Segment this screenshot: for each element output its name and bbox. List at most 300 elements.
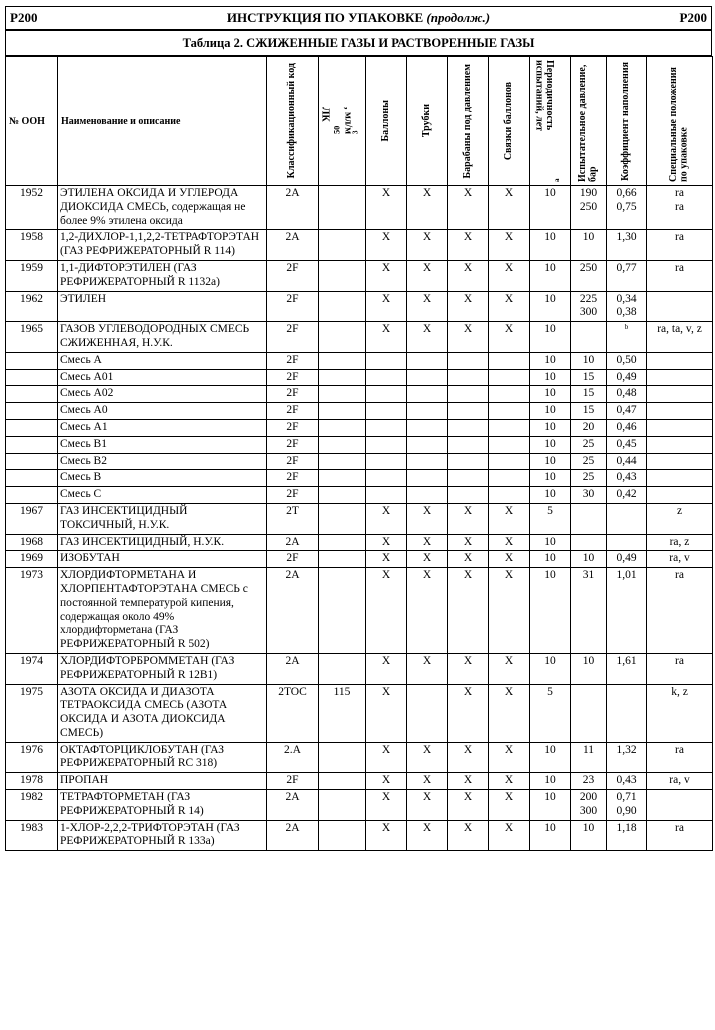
cell-lc bbox=[319, 470, 366, 487]
cell-drums: X bbox=[448, 773, 489, 790]
cell-period: 10 bbox=[530, 790, 571, 821]
col-class bbox=[267, 57, 319, 186]
cell-un bbox=[6, 487, 58, 504]
cell-fill-value: 1,18 bbox=[616, 821, 637, 834]
cell-tubes bbox=[407, 386, 448, 403]
cell-class: 2.A bbox=[267, 742, 319, 773]
table-row bbox=[6, 322, 713, 353]
cell-period: 10 bbox=[530, 568, 571, 654]
cell-special bbox=[647, 260, 713, 291]
table-row bbox=[6, 487, 713, 504]
cell-un: 1952 bbox=[6, 186, 58, 230]
cell-drums: X bbox=[448, 534, 489, 551]
cell-cylinders bbox=[366, 436, 407, 453]
cell-special-value: ra bbox=[675, 231, 684, 244]
cell-cylinders bbox=[366, 386, 407, 403]
cell-cylinders: X bbox=[366, 790, 407, 821]
cell-pressure-value: 20 bbox=[582, 420, 595, 433]
table-row bbox=[6, 453, 713, 470]
cell-special bbox=[647, 470, 713, 487]
cell-cylinders: X bbox=[366, 773, 407, 790]
cell-cylinders bbox=[366, 419, 407, 436]
table-row bbox=[6, 684, 713, 742]
cell-fill-value: 0,90 bbox=[616, 804, 637, 817]
cell-pressure bbox=[571, 684, 607, 742]
cell-fill bbox=[607, 820, 647, 851]
cell-special bbox=[647, 386, 713, 403]
cell-pressure-value: 25 bbox=[582, 437, 595, 450]
cell-pressure-value: 300 bbox=[579, 306, 598, 319]
cell-period: 10 bbox=[530, 186, 571, 230]
cell-bundles: X bbox=[489, 742, 530, 773]
cell-pressure-value: 11 bbox=[582, 743, 595, 756]
cell-class: 2F bbox=[267, 291, 319, 322]
table-row bbox=[6, 470, 713, 487]
cell-tubes: X bbox=[407, 260, 448, 291]
cell-un: 1962 bbox=[6, 291, 58, 322]
cell-un: 1974 bbox=[6, 653, 58, 684]
cell-pressure-value: 15 bbox=[582, 387, 595, 400]
cell-pressure-value: 250 bbox=[579, 261, 598, 274]
cell-lc bbox=[319, 186, 366, 230]
cell-bundles: X bbox=[489, 790, 530, 821]
cell-class: 2F bbox=[267, 403, 319, 420]
cell-cylinders: X bbox=[366, 820, 407, 851]
cell-drums bbox=[448, 419, 489, 436]
col-class-label: Классификационный код bbox=[286, 63, 298, 179]
cell-pressure bbox=[571, 790, 607, 821]
cell-name: ЭТИЛЕН bbox=[58, 291, 267, 322]
cell-tubes: X bbox=[407, 568, 448, 654]
cell-fill bbox=[607, 684, 647, 742]
cell-period: 10 bbox=[530, 551, 571, 568]
table-row bbox=[6, 436, 713, 453]
cell-fill bbox=[607, 487, 647, 504]
cell-special bbox=[647, 419, 713, 436]
cell-fill-value: 0,48 bbox=[616, 387, 637, 400]
cell-fill-value: 0,49 bbox=[616, 552, 637, 565]
cell-special bbox=[647, 568, 713, 654]
cell-un: 1982 bbox=[6, 790, 58, 821]
cell-drums: X bbox=[448, 551, 489, 568]
cell-name: 1,1-ДИФТОРЭТИЛЕН (ГАЗ РЕФРИЖЕРАТОРНЫЙ R 1132a) bbox=[58, 260, 267, 291]
cell-pressure bbox=[571, 386, 607, 403]
cell-cylinders bbox=[366, 403, 407, 420]
col-drums bbox=[448, 57, 489, 186]
cell-tubes: X bbox=[407, 503, 448, 534]
page-header bbox=[5, 6, 712, 29]
cell-tubes: X bbox=[407, 230, 448, 261]
table-header-row bbox=[6, 57, 713, 186]
cell-tubes: X bbox=[407, 186, 448, 230]
cell-special-value: ra bbox=[675, 187, 684, 199]
cell-special-value: ra bbox=[675, 569, 684, 582]
cell-fill bbox=[607, 260, 647, 291]
cell-fill bbox=[607, 568, 647, 654]
cell-tubes: X bbox=[407, 653, 448, 684]
col-bundles bbox=[489, 57, 530, 186]
col-un: № ООН bbox=[6, 57, 58, 186]
cell-lc bbox=[319, 551, 366, 568]
cell-special-value: ra, z bbox=[669, 535, 690, 548]
col-bundles-label: Связки баллонов bbox=[502, 81, 514, 161]
cell-name: ПРОПАН bbox=[58, 773, 267, 790]
cell-period: 10 bbox=[530, 291, 571, 322]
cell-fill bbox=[607, 403, 647, 420]
col-tubes-label: Трубки bbox=[420, 104, 432, 138]
table-row bbox=[6, 653, 713, 684]
cell-bundles bbox=[489, 436, 530, 453]
cell-cylinders bbox=[366, 369, 407, 386]
col-pressure bbox=[571, 57, 607, 186]
cell-name: 1-ХЛОР-2,2,2-ТРИФТОРЭТАН (ГАЗ РЕФРИЖЕРАТОРНЫЙ R 133a) bbox=[58, 820, 267, 851]
cell-tubes: X bbox=[407, 291, 448, 322]
header-title bbox=[227, 10, 490, 26]
cell-pressure bbox=[571, 503, 607, 534]
table-row bbox=[6, 419, 713, 436]
cell-drums: X bbox=[448, 742, 489, 773]
col-period-sup: a bbox=[553, 178, 562, 182]
cell-lc bbox=[319, 260, 366, 291]
col-drums-label: Барабаны под давлением bbox=[461, 63, 473, 179]
cell-pressure bbox=[571, 534, 607, 551]
cell-class: 2F bbox=[267, 260, 319, 291]
cell-bundles: X bbox=[489, 551, 530, 568]
cell-fill bbox=[607, 436, 647, 453]
cell-period: 10 bbox=[530, 369, 571, 386]
cell-class: 2F bbox=[267, 551, 319, 568]
cell-lc bbox=[319, 403, 366, 420]
cell-drums: X bbox=[448, 790, 489, 821]
cell-pressure bbox=[571, 470, 607, 487]
cell-drums: X bbox=[448, 322, 489, 353]
cell-fill bbox=[607, 653, 647, 684]
cell-fill-value: 0,43 bbox=[616, 471, 637, 484]
cell-lc bbox=[319, 790, 366, 821]
cell-bundles: X bbox=[489, 568, 530, 654]
header-title-text: ИНСТРУКЦИЯ ПО УПАКОВКЕ bbox=[226, 10, 424, 25]
cell-name: ГАЗ ИНСЕКТИЦИДНЫЙ ТОКСИЧНЫЙ, Н.У.К. bbox=[58, 503, 267, 534]
cell-name: 1,2-ДИХЛОР-1,1,2,2-ТЕТРАФТОРЭТАН (ГАЗ РЕФРИЖЕРАТОРНЫЙ R 114) bbox=[58, 230, 267, 261]
cell-pressure-value: 250 bbox=[579, 200, 598, 213]
cell-fill bbox=[607, 773, 647, 790]
cell-period: 10 bbox=[530, 653, 571, 684]
cell-un: 1976 bbox=[6, 742, 58, 773]
cell-fill-value: 0,47 bbox=[616, 404, 637, 417]
cell-pressure bbox=[571, 568, 607, 654]
cell-drums: X bbox=[448, 230, 489, 261]
cell-un: 1973 bbox=[6, 568, 58, 654]
cell-special bbox=[647, 551, 713, 568]
col-special bbox=[647, 57, 713, 186]
cell-pressure bbox=[571, 230, 607, 261]
cell-cylinders: X bbox=[366, 742, 407, 773]
cell-period: 10 bbox=[530, 436, 571, 453]
col-fill bbox=[607, 57, 647, 186]
document-page bbox=[5, 6, 712, 851]
cell-special bbox=[647, 653, 713, 684]
cell-fill-value: 0,45 bbox=[616, 437, 637, 450]
cell-pressure-value: 25 bbox=[582, 471, 595, 484]
cell-bundles: X bbox=[489, 653, 530, 684]
cell-drums: X bbox=[448, 186, 489, 230]
cell-class: 2F bbox=[267, 487, 319, 504]
cell-lc bbox=[319, 773, 366, 790]
cell-pressure-value: 200 bbox=[579, 791, 598, 804]
cell-name: Смесь B2 bbox=[58, 453, 267, 470]
cell-cylinders: X bbox=[366, 551, 407, 568]
cell-name: Смесь A02 bbox=[58, 386, 267, 403]
cell-un bbox=[6, 436, 58, 453]
cell-period: 10 bbox=[530, 453, 571, 470]
cell-class: 2A bbox=[267, 653, 319, 684]
cell-class: 2F bbox=[267, 352, 319, 369]
cell-fill bbox=[607, 453, 647, 470]
col-tubes bbox=[407, 57, 448, 186]
cell-drums bbox=[448, 436, 489, 453]
cell-period: 10 bbox=[530, 403, 571, 420]
cell-name: Смесь C bbox=[58, 487, 267, 504]
cell-tubes: X bbox=[407, 820, 448, 851]
cell-fill-value: 0,46 bbox=[616, 420, 637, 433]
col-lc-text: ЛК bbox=[319, 107, 331, 123]
cell-tubes bbox=[407, 470, 448, 487]
cell-tubes bbox=[407, 403, 448, 420]
cell-lc bbox=[319, 419, 366, 436]
cell-cylinders: X bbox=[366, 291, 407, 322]
cell-bundles bbox=[489, 386, 530, 403]
table-row bbox=[6, 773, 713, 790]
cell-fill-value: 0,38 bbox=[616, 306, 637, 319]
cell-lc: 115 bbox=[319, 684, 366, 742]
cell-tubes bbox=[407, 369, 448, 386]
cell-period: 10 bbox=[530, 419, 571, 436]
cell-name: ТЕТРАФТОРМЕТАН (ГАЗ РЕФРИЖЕРАТОРНЫЙ R 14) bbox=[58, 790, 267, 821]
cell-pressure bbox=[571, 403, 607, 420]
col-pressure-label: Испытательное давление, бар bbox=[577, 64, 599, 182]
cell-name: Смесь B bbox=[58, 470, 267, 487]
cell-class: 2A bbox=[267, 790, 319, 821]
cell-cylinders: X bbox=[366, 260, 407, 291]
cell-drums: X bbox=[448, 684, 489, 742]
cell-name: АЗОТА ОКСИДА И ДИАЗОТА ТЕТРАОКСИДА СМЕСЬ (АЗОТА ОКСИДА И АЗОТА ДИОКСИДА СМЕСЬ) bbox=[58, 684, 267, 742]
col-period-text: Периодичность испытаний, лет bbox=[533, 60, 556, 132]
cell-name: ГАЗ ИНСЕКТИЦИДНЫЙ, Н.У.К. bbox=[58, 534, 267, 551]
cell-class: 2F bbox=[267, 386, 319, 403]
cell-bundles: X bbox=[489, 820, 530, 851]
cell-cylinders: X bbox=[366, 322, 407, 353]
cell-cylinders: X bbox=[366, 503, 407, 534]
cell-fill-value: 1,61 bbox=[616, 654, 637, 667]
col-period bbox=[530, 57, 571, 186]
cell-class: 2A bbox=[267, 230, 319, 261]
cell-drums bbox=[448, 386, 489, 403]
cell-lc bbox=[319, 534, 366, 551]
cell-tubes: X bbox=[407, 322, 448, 353]
cell-drums: X bbox=[448, 820, 489, 851]
cell-special bbox=[647, 773, 713, 790]
cell-fill-value: 0,50 bbox=[616, 353, 637, 366]
cell-special bbox=[647, 453, 713, 470]
cell-period: 10 bbox=[530, 820, 571, 851]
cell-period: 10 bbox=[530, 487, 571, 504]
col-fill-label: Коэффициент наполнения bbox=[620, 61, 632, 181]
cell-class: 2F bbox=[267, 322, 319, 353]
cell-lc bbox=[319, 436, 366, 453]
cell-tubes: X bbox=[407, 790, 448, 821]
cell-fill-value: 0,43 bbox=[616, 774, 637, 787]
cell-special bbox=[647, 503, 713, 534]
cell-period: 10 bbox=[530, 773, 571, 790]
cell-pressure bbox=[571, 653, 607, 684]
cell-special-value: ra bbox=[675, 821, 684, 834]
cell-tubes: X bbox=[407, 551, 448, 568]
footnote-b: b bbox=[624, 323, 629, 332]
cell-un bbox=[6, 386, 58, 403]
cell-lc bbox=[319, 291, 366, 322]
cell-pressure-value: 15 bbox=[582, 370, 595, 383]
cell-drums bbox=[448, 470, 489, 487]
cell-period: 10 bbox=[530, 352, 571, 369]
cell-fill bbox=[607, 551, 647, 568]
table-row bbox=[6, 551, 713, 568]
cell-pressure bbox=[571, 487, 607, 504]
cell-special bbox=[647, 322, 713, 353]
cell-class: 2A bbox=[267, 534, 319, 551]
col-lc-sub: 50 bbox=[332, 126, 342, 135]
cell-name: Смесь A01 bbox=[58, 369, 267, 386]
cell-pressure-value: 15 bbox=[582, 404, 595, 417]
cell-name: Смесь A1 bbox=[58, 419, 267, 436]
cell-special bbox=[647, 291, 713, 322]
cell-period: 5 bbox=[530, 684, 571, 742]
cell-name: Смесь A0 bbox=[58, 403, 267, 420]
cell-special bbox=[647, 742, 713, 773]
header-code-right: P200 bbox=[679, 10, 707, 25]
cell-bundles bbox=[489, 403, 530, 420]
cell-fill bbox=[607, 322, 647, 353]
cell-special-value: k, z bbox=[671, 685, 688, 698]
cell-drums bbox=[448, 352, 489, 369]
cell-pressure-value: 225 bbox=[579, 292, 598, 305]
cell-special-value: ra bbox=[675, 743, 684, 756]
header-code-left: P200 bbox=[10, 10, 38, 25]
cell-un: 1968 bbox=[6, 534, 58, 551]
cell-pressure bbox=[571, 260, 607, 291]
col-lc bbox=[319, 57, 366, 186]
col-special-label: Специальные положения по упаковке bbox=[668, 67, 690, 182]
cell-class: 2A bbox=[267, 186, 319, 230]
cell-un bbox=[6, 470, 58, 487]
table-row bbox=[6, 352, 713, 369]
cell-fill-value: 1,32 bbox=[616, 743, 637, 756]
cell-tubes: X bbox=[407, 742, 448, 773]
cell-pressure bbox=[571, 453, 607, 470]
cell-cylinders: X bbox=[366, 534, 407, 551]
cell-fill-value: 0,66 bbox=[616, 187, 637, 199]
cell-bundles: X bbox=[489, 534, 530, 551]
cell-drums bbox=[448, 369, 489, 386]
cell-un: 1975 bbox=[6, 684, 58, 742]
cell-cylinders bbox=[366, 352, 407, 369]
cell-bundles bbox=[489, 352, 530, 369]
table-title: Таблица 2. СЖИЖЕННЫЕ ГАЗЫ И РАСТВОРЕННЫЕ ГАЗЫ bbox=[5, 29, 712, 56]
cell-lc bbox=[319, 742, 366, 773]
cell-class: 2A bbox=[267, 820, 319, 851]
cell-class: 2F bbox=[267, 419, 319, 436]
cell-fill bbox=[607, 534, 647, 551]
cell-un bbox=[6, 453, 58, 470]
cell-cylinders: X bbox=[366, 653, 407, 684]
cell-bundles bbox=[489, 453, 530, 470]
table-row bbox=[6, 386, 713, 403]
cell-special-value: ra bbox=[675, 654, 684, 667]
cell-special bbox=[647, 790, 713, 821]
cell-un bbox=[6, 403, 58, 420]
cell-drums bbox=[448, 453, 489, 470]
cell-un bbox=[6, 419, 58, 436]
cell-fill-value: 0,77 bbox=[616, 261, 637, 274]
cell-drums bbox=[448, 487, 489, 504]
cell-period: 5 bbox=[530, 503, 571, 534]
cell-pressure bbox=[571, 742, 607, 773]
cell-fill-value: 1,01 bbox=[616, 569, 637, 582]
col-cylinders-label: Баллоны bbox=[379, 100, 391, 142]
cell-pressure bbox=[571, 419, 607, 436]
gas-table bbox=[5, 56, 713, 851]
cell-pressure bbox=[571, 436, 607, 453]
cell-cylinders bbox=[366, 470, 407, 487]
cell-special bbox=[647, 534, 713, 551]
cell-drums: X bbox=[448, 291, 489, 322]
header-title-suffix: (продолж.) bbox=[426, 10, 491, 25]
cell-lc bbox=[319, 453, 366, 470]
cell-tubes: X bbox=[407, 534, 448, 551]
cell-pressure-value: 23 bbox=[582, 774, 595, 787]
col-lc-unit: , мл/м bbox=[342, 107, 354, 135]
cell-bundles: X bbox=[489, 186, 530, 230]
col-cylinders bbox=[366, 57, 407, 186]
cell-pressure-value: 10 bbox=[582, 353, 595, 366]
cell-cylinders bbox=[366, 487, 407, 504]
cell-special bbox=[647, 403, 713, 420]
table-row bbox=[6, 534, 713, 551]
cell-un: 1967 bbox=[6, 503, 58, 534]
cell-bundles: X bbox=[489, 503, 530, 534]
cell-fill bbox=[607, 186, 647, 230]
cell-un: 1978 bbox=[6, 773, 58, 790]
cell-pressure bbox=[571, 551, 607, 568]
table-row bbox=[6, 742, 713, 773]
cell-pressure bbox=[571, 773, 607, 790]
cell-period: 10 bbox=[530, 534, 571, 551]
cell-cylinders: X bbox=[366, 568, 407, 654]
cell-name: ГАЗОВ УГЛЕВОДОРОДНЫХ СМЕСЬ СЖИЖЕННАЯ, Н.У.К. bbox=[58, 322, 267, 353]
table-row bbox=[6, 291, 713, 322]
cell-pressure bbox=[571, 369, 607, 386]
cell-period: 10 bbox=[530, 260, 571, 291]
cell-lc bbox=[319, 230, 366, 261]
cell-bundles bbox=[489, 487, 530, 504]
cell-class: 2F bbox=[267, 453, 319, 470]
cell-un: 1965 bbox=[6, 322, 58, 353]
cell-pressure bbox=[571, 186, 607, 230]
cell-lc bbox=[319, 386, 366, 403]
cell-period: 10 bbox=[530, 230, 571, 261]
cell-fill bbox=[607, 503, 647, 534]
cell-name: ОКТАФТОРЦИКЛОБУТАН (ГАЗ РЕФРИЖЕРАТОРНЫЙ RC 318) bbox=[58, 742, 267, 773]
cell-un: 1959 bbox=[6, 260, 58, 291]
